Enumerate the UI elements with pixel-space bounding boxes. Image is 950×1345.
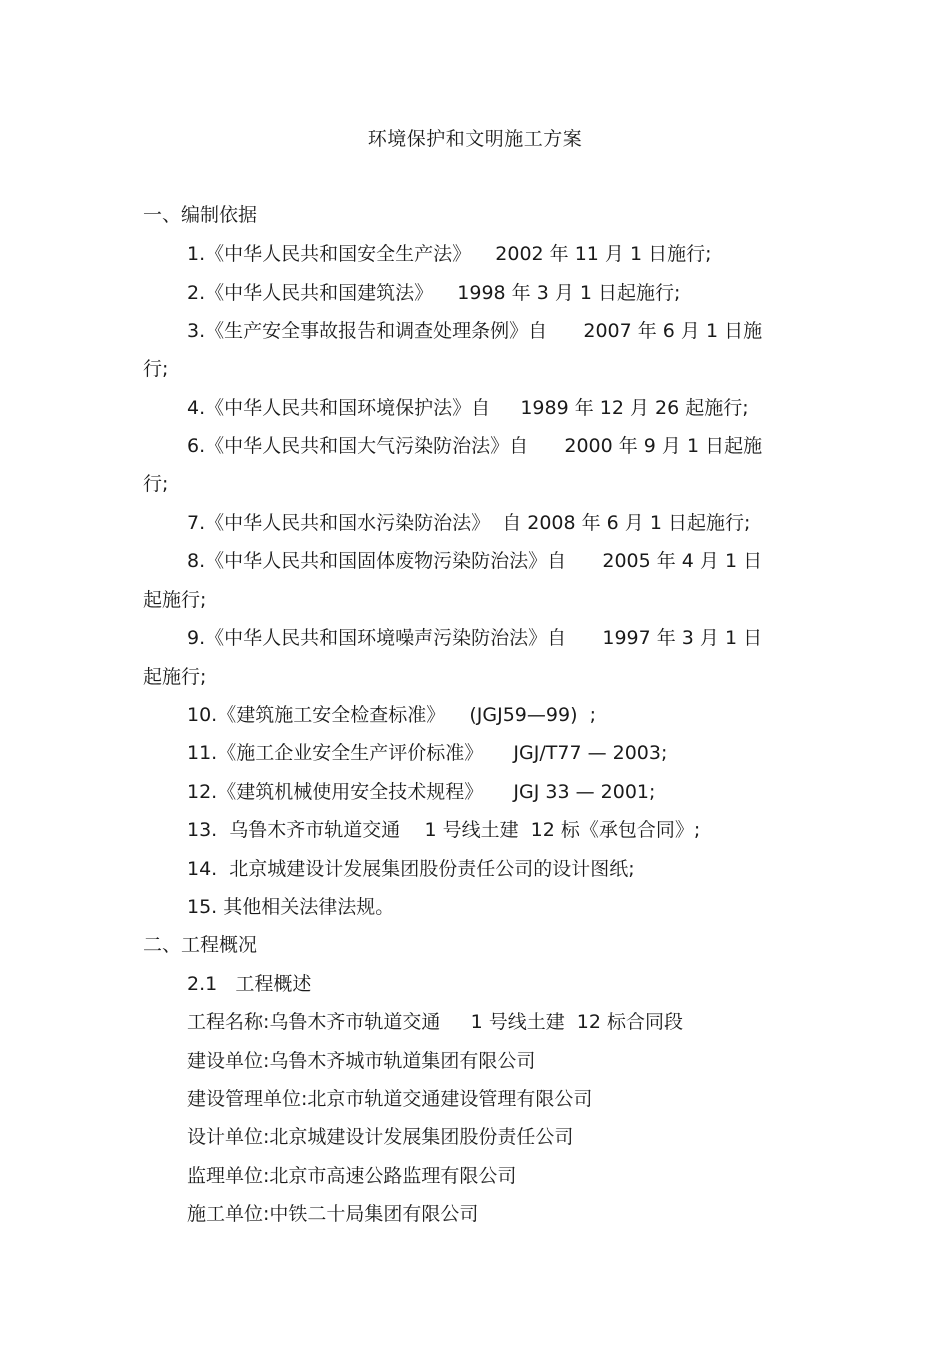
basis-item-9-continued: 起施行; <box>143 666 207 688</box>
construction-owner: 建设单位:乌鲁木齐城市轨道集团有限公司 <box>187 1050 536 1072</box>
basis-item-6: 6.《中华人民共和国大气污染防治法》自 2000 年 9 月 1 日起施 <box>187 435 763 457</box>
basis-item-11: 11.《施工企业安全生产评价标准》 JGJ/T77 — 2003; <box>187 742 668 764</box>
basis-item-8: 8.《中华人民共和国固体废物污染防治法》自 2005 年 4 月 1 日 <box>187 550 763 572</box>
document-title: 环境保护和文明施工方案 <box>367 128 583 150</box>
construction-management-unit: 建设管理单位:北京市轨道交通建设管理有限公司 <box>187 1088 593 1110</box>
project-name: 工程名称:乌鲁木齐市轨道交通 1 号线土建 12 标合同段 <box>187 1011 684 1033</box>
basis-item-12: 12.《建筑机械使用安全技术规程》 JGJ 33 — 2001; <box>187 781 656 803</box>
basis-item-3-continued: 行; <box>143 358 169 380</box>
basis-item-8-continued: 起施行; <box>143 589 207 611</box>
basis-item-9: 9.《中华人民共和国环境噪声污染防治法》自 1997 年 3 月 1 日 <box>187 627 763 649</box>
basis-item-2: 2.《中华人民共和国建筑法》 1998 年 3 月 1 日起施行; <box>187 282 681 304</box>
construction-unit: 施工单位:中铁二十局集团有限公司 <box>187 1203 479 1225</box>
basis-item-15: 15. 其他相关法律法规。 <box>187 896 395 918</box>
section-heading-basis: 一、编制依据 <box>143 204 258 226</box>
section-heading-overview: 二、工程概况 <box>143 934 258 956</box>
basis-item-14: 14. 北京城建设计发展集团股份责任公司的设计图纸; <box>187 858 635 880</box>
basis-item-10: 10.《建筑施工安全检查标准》 (JGJ59—99) ; <box>187 704 596 726</box>
basis-item-7: 7.《中华人民共和国水污染防治法》 自 2008 年 6 月 1 日起施行; <box>187 512 751 534</box>
sub-heading-project-summary: 2.1 工程概述 <box>187 973 312 995</box>
basis-item-6-continued: 行; <box>143 473 169 495</box>
basis-item-4: 4.《中华人民共和国环境保护法》自 1989 年 12 月 26 起施行; <box>187 397 749 419</box>
supervision-unit: 监理单位:北京市高速公路监理有限公司 <box>187 1165 517 1187</box>
basis-item-3: 3.《生产安全事故报告和调查处理条例》自 2007 年 6 月 1 日施 <box>187 320 763 342</box>
design-unit: 设计单位:北京城建设计发展集团股份责任公司 <box>187 1126 574 1148</box>
basis-item-13: 13. 乌鲁木齐市轨道交通 1 号线土建 12 标《承包合同》; <box>187 819 701 841</box>
basis-item-1: 1.《中华人民共和国安全生产法》 2002 年 11 月 1 日施行; <box>187 243 712 265</box>
